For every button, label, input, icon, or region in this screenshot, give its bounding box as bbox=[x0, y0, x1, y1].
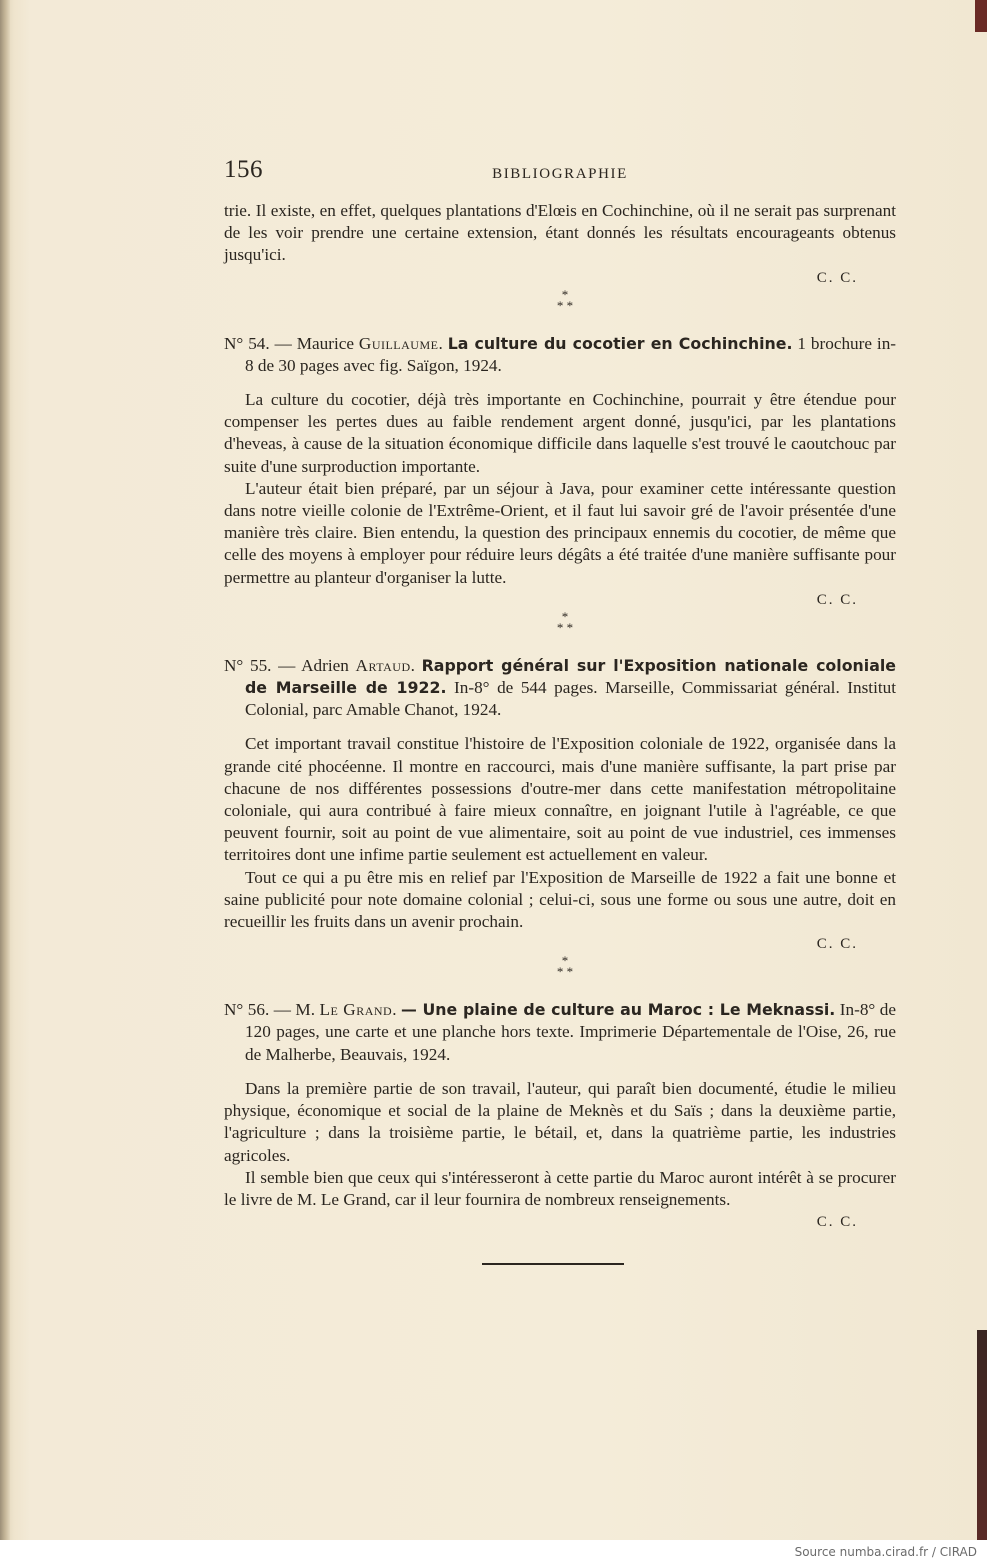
binding-edge bbox=[0, 0, 10, 1540]
asterism-bottom: * * bbox=[556, 297, 574, 313]
entry-54-number: N° 54. — bbox=[224, 333, 292, 353]
entry-56-signature: C. C. bbox=[816, 1214, 858, 1231]
entry-56-publication: In-8° de 120 pages, une carte et une planche hors texte. Imprimerie Départementale de l'Oise, 26, rue de Malherbe, Beauvais, 1924. bbox=[245, 1000, 897, 1064]
entry-54-author-last: Guillaume bbox=[358, 333, 439, 353]
entry-54-paragraph-2: L'auteur était bien préparé, par un séjour à Java, pour examiner cette intéressante question dans notre vieille colonie de l'Extrême-Orient, et il faut lui savoir gré de l'avoir présentée d'une manière très claire. Bien entendu, la question des principaux ennemis du cocotier, de même que celle des moyens à employer pour réduire leurs dégâts a été traitée d'une manière suffisante pour permettre au planteur d'organiser la lutte. bbox=[224, 478, 896, 587]
book-cover-edge bbox=[977, 1330, 987, 1540]
page-header bbox=[224, 152, 896, 200]
entry-55-author-last: Artaud bbox=[355, 655, 411, 675]
entry-54-title: La culture du cocotier en Cochinchine. bbox=[447, 333, 793, 353]
asterism-separator bbox=[224, 955, 896, 979]
entry-55-signature: C. C. bbox=[816, 936, 858, 953]
running-head: BIBLIOGRAPHIE bbox=[492, 166, 628, 182]
intro-paragraph: trie. Il existe, en effet, quelques plantations d'Elœis en Cochinchine, où il ne serait pas surprenant de les voir prendre une certaine extension, étant donnés les résultats encourageants obtenus jusqu'ici. bbox=[224, 201, 896, 265]
closing-rule bbox=[482, 1263, 624, 1265]
entry-56-author-first: M. bbox=[295, 1000, 315, 1020]
asterism-bottom: * * bbox=[556, 619, 574, 635]
asterism-top: * bbox=[561, 286, 569, 302]
entry-56-number: N° 56. — bbox=[224, 1000, 291, 1020]
entry-54-signature: C. C. bbox=[816, 591, 858, 608]
entry-54-publication: 1 brochure in-8 de 30 pages avec fig. Saïgon, 1924. bbox=[245, 333, 897, 375]
asterism-separator bbox=[224, 286, 896, 313]
entry-56-author-last: Le Grand bbox=[319, 1000, 393, 1020]
asterism-bottom: * * bbox=[556, 964, 574, 980]
entry-54-paragraph-1: La culture du cocotier, déjà très importante en Cochinchine, pourrait y être étendue pour compenser les pertes dues au faible rendement argent donné, jusqu'ici, par les plantations d'heveas, à cause de la situation économique difficile dans laquelle s'est trouvé le caoutchouc par suite d'une surproduction importante. bbox=[224, 390, 896, 476]
entry-55-title: Rapport général sur l'Exposition nationale coloniale de Marseille de 1922. bbox=[245, 655, 896, 698]
entry-56-heading: N° 56. — M. Le Grand. — Une plaine de culture au Maroc : Le Meknassi. In-8° de 120 pages, une carte et une planche hors texte. Imprimerie Départementale de l'Oise, 26, rue de Malherbe, Beauvais, 1924. bbox=[224, 1000, 897, 1064]
source-credit: Source numba.cirad.fr / CIRAD bbox=[794, 1545, 977, 1559]
asterism-top: * bbox=[561, 953, 569, 969]
entry-56-title: — Une plaine de culture au Maroc : Le Meknassi. bbox=[401, 1000, 836, 1020]
asterism-top: * bbox=[561, 608, 569, 624]
entry-55-paragraph-2: Tout ce qui a pu être mis en relief par l'Exposition de Marseille de 1922 a fait une bonne et saine publicité pour note domaine colonial ; celui-ci, sous une forme ou sous une autre, doit en recueillir les fruits dans un avenir prochain. bbox=[224, 867, 896, 932]
corner-mark bbox=[975, 0, 987, 32]
intro-signature: C. C. bbox=[816, 269, 858, 286]
entry-55-publication: In-8° de 544 pages. Marseille, Commissariat général. Institut Colonial, parc Amable Chanot, 1924. bbox=[245, 678, 896, 720]
page-content bbox=[224, 152, 896, 1265]
entry-55-author-first: Adrien bbox=[301, 655, 349, 675]
entry-55-heading: N° 55. — Adrien Artaud. Rapport général sur l'Exposition nationale coloniale de Marseille de 1922. In-8° de 544 pages. Marseille, Commissariat général. Institut Colonial, parc Amable Chanot, 1924. bbox=[224, 655, 896, 720]
entry-54-author-first: Maurice bbox=[296, 333, 354, 353]
entry-54-heading: N° 54. — Maurice Guillaume. La culture du cocotier en Cochinchine. 1 brochure in-8 de 30 pages avec fig. Saïgon, 1924. bbox=[224, 333, 897, 375]
entry-56-paragraph-2: Il semble bien que ceux qui s'intéresseront à cette partie du Maroc auront intérêt à se procurer le livre de M. Le Grand, car il leur fournira de nombreux renseignements. bbox=[224, 1167, 896, 1209]
entry-55-paragraph-1: Cet important travail constitue l'histoire de l'Exposition coloniale de 1922, organisée dans la grande cité phocéenne. Il montre en raccourci, mais d'une manière suffisante, la part prise par chacune de nos différentes possessions d'outre-mer dans cette manifestation métropolitaine coloniale, qui aura contribué à faire mieux connaître, en joignant l'utile à l'agréable, ce que peuvent fournir, soit au point de vue alimentaire, soit au point de vue industriel, ces immenses territoires dont une infime partie seulement est actuellement en valeur. bbox=[224, 734, 896, 865]
asterism-separator bbox=[224, 608, 896, 635]
entry-55-number: N° 55. — bbox=[224, 655, 296, 675]
entry-56-paragraph-1: Dans la première partie de son travail, l'auteur, qui paraît bien documenté, étudie le milieu physique, économique et social de la plaine de Meknès et du Saïs ; dans la deuxième partie, l'agriculture ; dans la troisième partie, le bétail, et, dans la quatrième partie, les industries agricoles. bbox=[224, 1078, 896, 1165]
page-number: 156 bbox=[224, 156, 263, 183]
